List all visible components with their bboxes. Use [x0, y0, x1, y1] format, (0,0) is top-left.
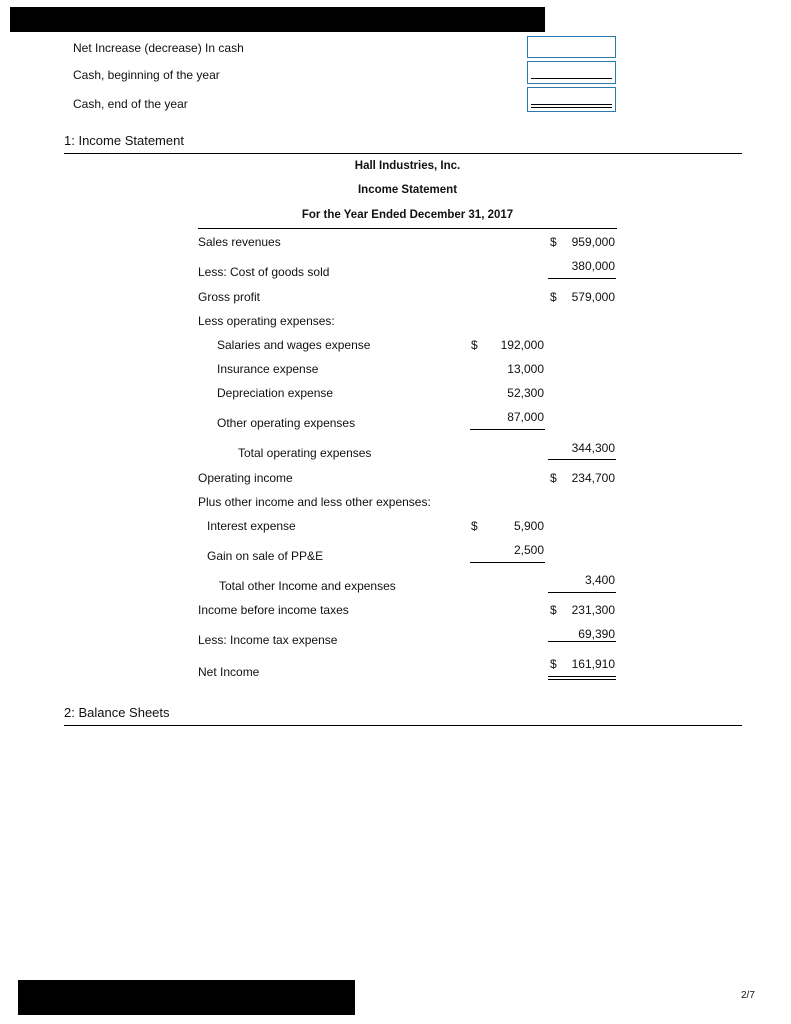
- redacted-header: [10, 7, 545, 32]
- page-number: 2/7: [741, 990, 755, 1001]
- underline: [470, 429, 545, 430]
- underline: [548, 641, 616, 642]
- row-label: Total operating expenses: [238, 446, 372, 460]
- total-value: 380,000: [571, 259, 615, 273]
- section-divider: [64, 725, 742, 726]
- redacted-footer: [18, 980, 355, 1015]
- row-label: Less: Income tax expense: [198, 633, 338, 647]
- row-label: Other operating expenses: [217, 416, 356, 430]
- total-value: 959,000: [571, 235, 615, 249]
- section-balance-sheets: 2: Balance Sheets: [64, 705, 170, 720]
- header-rule: [198, 228, 617, 229]
- cash-beginning-label: Cash, beginning of the year: [73, 68, 220, 82]
- dollar-sign: $: [550, 657, 557, 671]
- company-name: Hall Industries, Inc.: [354, 160, 461, 172]
- cash-beginning-input[interactable]: [527, 61, 616, 84]
- row-label: Insurance expense: [217, 362, 319, 376]
- row-label: Depreciation expense: [217, 386, 334, 400]
- underline: [548, 592, 616, 593]
- section-income-statement: 1: Income Statement: [64, 133, 184, 148]
- double-underline: [548, 676, 616, 680]
- total-value: 69,390: [578, 627, 615, 641]
- total-value: 579,000: [571, 290, 615, 304]
- net-increase-input[interactable]: [527, 36, 616, 58]
- subtotal-value: 13,000: [507, 362, 544, 376]
- row-label: Income before income taxes: [198, 603, 349, 617]
- row-label: Net Income: [198, 665, 260, 679]
- underline: [470, 562, 545, 563]
- row-label: Plus other income and less other expenses:: [198, 495, 431, 509]
- dollar-sign: $: [550, 603, 557, 617]
- dollar-sign: $: [471, 338, 478, 352]
- total-value: 234,700: [571, 471, 615, 485]
- subtotal-value: 2,500: [513, 543, 544, 557]
- total-value: 344,300: [571, 441, 615, 455]
- statement-period: For the Year Ended December 31, 2017: [301, 209, 514, 221]
- dollar-sign: $: [550, 471, 557, 485]
- section-divider: [64, 153, 742, 154]
- subtotal-value: 52,300: [507, 386, 544, 400]
- row-label: Interest expense: [207, 519, 296, 533]
- cash-end-label: Cash, end of the year: [73, 97, 188, 111]
- subtotal-value: 192,000: [500, 338, 544, 352]
- dollar-sign: $: [550, 235, 557, 249]
- row-label: Gross profit: [198, 290, 261, 304]
- net-increase-label: Net Increase (decrease) In cash: [73, 41, 244, 55]
- underline: [548, 278, 616, 279]
- row-label: Operating income: [198, 471, 293, 485]
- row-label: Gain on sale of PP&E: [207, 549, 324, 563]
- row-label: Less: Cost of goods sold: [198, 265, 330, 279]
- total-value: 231,300: [571, 603, 615, 617]
- total-value: 161,910: [571, 657, 615, 671]
- dollar-sign: $: [550, 290, 557, 304]
- total-value: 3,400: [584, 573, 615, 587]
- subtotal-value: 87,000: [507, 410, 544, 424]
- underline: [548, 459, 616, 460]
- cash-end-input[interactable]: [527, 87, 616, 112]
- row-label: Total other Income and expenses: [219, 579, 396, 593]
- row-label: Less operating expenses:: [198, 314, 335, 328]
- row-label: Sales revenues: [198, 235, 281, 249]
- subtotal-value: 5,900: [513, 519, 544, 533]
- row-label: Salaries and wages expense: [217, 338, 371, 352]
- statement-title: Income Statement: [357, 184, 458, 196]
- dollar-sign: $: [471, 519, 478, 533]
